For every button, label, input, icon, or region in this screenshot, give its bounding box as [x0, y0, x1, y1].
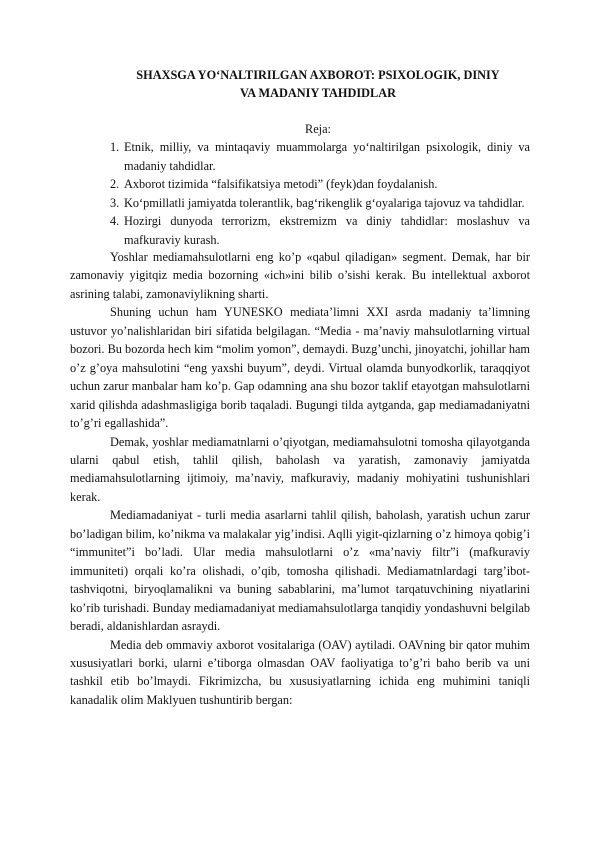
- paragraph: Shuning uchun ham YUNESKO mediata’limni XXI asrda madaniy ta’limning ustuvor yo’nalishlaridan biri sifatida belgilagan. “Media - ma’naviy mahsulotlarning virtual bozori. Bu bozorda hech kim “molim yomon”, demaydi. Buzg’unchi, jinoyatchi, johillar ham o’z g’oya mahsulotini “eng yaxshi buyum”, deydi. Virtual olamda bunyodkorlik, taraqqiyot uchun zarur manbalar ham ko’p. Gap odamning ana shu bozor taklif etayotgan mahsulotlarni xarid qilishda adashmasligiga borib taqaladi. Bugungi tilda aytganda, gap mediamadaniyatni to’g’ri egallashida”.: [70, 305, 530, 431]
- document-title-line-1: SHAXSGA YO‘NALTIRILGAN AXBOROT: PSIXOLOGIK, DINIY: [136, 68, 500, 82]
- body-text: [70, 248, 530, 709]
- plan-item-text: Ko‘pmillatli jamiyatda tolerantlik, bag‘rikenglik g‘oyalariga tajovuz va tahdidlar.: [124, 195, 525, 210]
- plan-item-text: Axborot tizimida “falsifikatsiya metodi” (feyk)dan foydalanish.: [124, 177, 438, 191]
- plan-item: [110, 194, 530, 213]
- plan-item-number: 4.: [110, 214, 120, 228]
- document-title-line-2: VA MADANIY TAHDIDLAR: [239, 86, 396, 100]
- plan-item: [110, 212, 530, 249]
- plan-list: [110, 138, 530, 249]
- paragraph: Media deb ommaviy axborot vositalariga (OAV) aytiladi. OAVning bir qator muhim xususiyatlari borki, ularni e’tiborga olmasdan OAV faoliyatiga to’g’ri baho berib va uni tashkil etib bo’lmaydi. Fikrimizcha, bu xususiyatlarning ichida eng muhimini taniqli kanadalik olim Maklyuen tushuntirib bergan:: [70, 637, 530, 707]
- plan-item-number: 2.: [110, 177, 120, 191]
- plan-heading: Reja:: [305, 122, 331, 136]
- plan-item-text: Hozirgi dunyoda terrorizm, ekstremizm va diniy tahdidlar: moslashuv va mafkuraviy kurash.: [124, 214, 530, 247]
- paragraph: Yoshlar mediamahsulotlarni eng ko’p «qabul qiladigan» segment. Demak, har bir zamonaviy yigitqiz media bozorning «ich»ini bilib o’sishi kerak. Bu intellektual axborot asrining talabi, zamonaviylikning sharti.: [70, 250, 530, 301]
- plan-item-text: Etnik, milliy, va mintaqaviy muammolarga yo‘naltirilgan psixologik, diniy va madaniy tahdidlar.: [124, 140, 530, 173]
- plan-item-number: 3.: [110, 195, 120, 210]
- plan-item: [110, 138, 530, 175]
- plan-item-number: 1.: [110, 140, 120, 154]
- paragraph: Demak, yoshlar mediamatnlarni o’qiyotgan, mediamahsulotni tomosha qilayotganda ularni qabul etish, tahlil qilish, baholash va yaratish, zamonaviy jamiyatda mediamahsulotlarning ijtimoiy, ma’naviy, mafkuraviy, madaniy mohiyatini tushunishlari kerak.: [70, 434, 530, 504]
- paragraph: Mediamadaniyat - turli media asarlarni tahlil qilish, baholash, yaratish uchun zarur bo’ladigan bilim, ko’nikma va malakalar yig’indisi. Aqlli yigit-qizlarning o’z himoya qobig’i “immunitet”i bo’ladi. Ular media mahsulotlarni o’z «ma’naviy filtr”i (mafkuraviy immuniteti) orqali ko’ra olishadi, o’qib, tomosha qilishadi. Mediamatnlardagi targ’ibot-tashviqotni, biryoqlamalikni va buning sabablarini, ma’lumot tarqatuvchining niyatlarini ko’rib turishadi. Bunday mediamadaniyat mediamahsulotlarga tanqidiy yondashuvni belgilab beradi, aldanishlardan asraydi.: [70, 508, 530, 634]
- plan-item: [110, 175, 530, 194]
